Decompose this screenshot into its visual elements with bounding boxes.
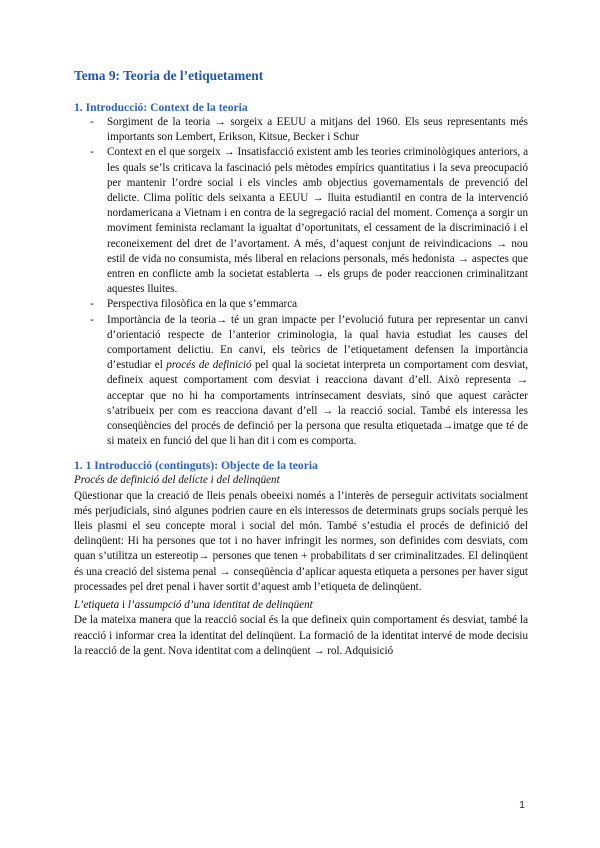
bullet-dash: - xyxy=(90,116,94,128)
document-page xyxy=(74,68,528,659)
document-title: Tema 9: Teoria de l’etiquetament xyxy=(74,68,264,83)
list-item-text-start: Importància de la teoria→ té un gran impacte per l’evolució futura per representar un canvi d’orientació respecte de l’anterior criminologia, la qual havia estudiat les causes del comportament delictiu. En canvi, els teòrics de l’etiquetament defensen la importància d’estudiar el xyxy=(107,313,528,372)
bullet-dash: - xyxy=(90,298,94,311)
list-item-text: Perspectiva filosòfica en la que s’emmarca xyxy=(107,298,298,311)
section-heading-introduction: 1. Introducció: Context de la teoria xyxy=(74,101,248,114)
bullet-dash: - xyxy=(90,313,94,326)
list-item xyxy=(74,297,528,312)
subheading-label-rest: l’assumpció d’una identitat de delinqüent xyxy=(127,599,313,612)
bullet-list xyxy=(74,115,528,449)
list-item-text: Sorgiment de la teoria → sorgeix a EEUU a mitjans del 1960. Els seus representants més importants son Lembert, Erikson, Kitsue, Becker i Schur xyxy=(107,116,528,144)
section-heading-object: 1. 1 Introducció (continguts): Objecte de la teoria xyxy=(74,459,318,473)
subheading-connector: i xyxy=(119,599,128,612)
list-item-text-end: pel qual la societat interpreta un comportament com desviat, defineix aquest comportament com desviat i reacciona davant d’ell. Això representa → acceptar que no hi ha comportaments intrínsecament desviats, sinó que aquest caràcter s’atribueix per com es reacciona davant d’ell → la reacció social. També els interessa les conseqüències del procés de definció per la persona que resulta etiquetada→imatge que té de si mateix en funció del que li han dit i com es comporta. xyxy=(107,359,528,448)
page-number: 1 xyxy=(519,799,525,811)
subheading-definition-process: Procés de definició del delicte i del delinqüent xyxy=(74,474,280,487)
bullet-dash: - xyxy=(90,146,94,159)
body-paragraph: De la mateixa manera que la reacció social és la que defineix quin comportament és desviat, també la reacció i informar crea la identitat del delinqüent. La formació de la identitat intervé de mode decisiu la reacció de la gent. Nova identitat com a delinqüent → rol. Adquisició xyxy=(74,614,528,657)
subheading-label-term: L’etiqueta xyxy=(74,599,120,612)
list-item xyxy=(74,313,528,450)
subheading-label-identity xyxy=(74,598,528,613)
body-paragraph: Qüestionar que la creació de lleis penals obeeixi només a l’interès de perseguir activitats socialment més perjudicials, sinó algunes podrien caure en els interessos de determinats grups socials perquè les lleis plasmi el seu concepte moral i social del món. També s’estudia el procés de definició del delinqüent: Hi ha persones que tot i no haver infringit les normes, son definides com desviats, com quan s’utilitza un estereotip→ persones que tenen + probabilitats d ser criminalitzades. El delinqüent és una creació del sistema penal → conseqüència d’aplicar aquesta etiqueta a persones per haver sigut processades pel dret penal i haver sortit d’aquest amb l’etiqueta de delinqüent. xyxy=(74,489,528,593)
list-item xyxy=(74,115,528,145)
list-item xyxy=(74,145,528,297)
list-item-text: Context en el que sorgeix → Insatisfacció existent amb les teories criminològiques anteriors, a les quals se’ls criticava la fascinació pels mètodes empírics quantitatius i la seva preocupació per mantenir l’ordre social i els vincles amb objectius governamentals de prevenció del delicte. Clima polític dels seixanta a EEUU → lluita estudiantil en contra de la intervenció nordamericana a Vietnam i en contra de la segregació racial del moment. Comença a sorgir un moviment feminista reclamant la igualtat d’oportunitats, el cessament de la discriminació i el reconeixement del dret de l’avortament. A més, d’aquest conjunt de reivindicacions → nou estil de vida no consumista, més liberal en relacions personals, més hedonista → aspectes que entren en conflicte amb la societat establerta → els grups de poder reaccionen criminalitzant aquestes lluites. xyxy=(107,146,528,296)
emphasized-term: procés de definició xyxy=(166,359,252,372)
